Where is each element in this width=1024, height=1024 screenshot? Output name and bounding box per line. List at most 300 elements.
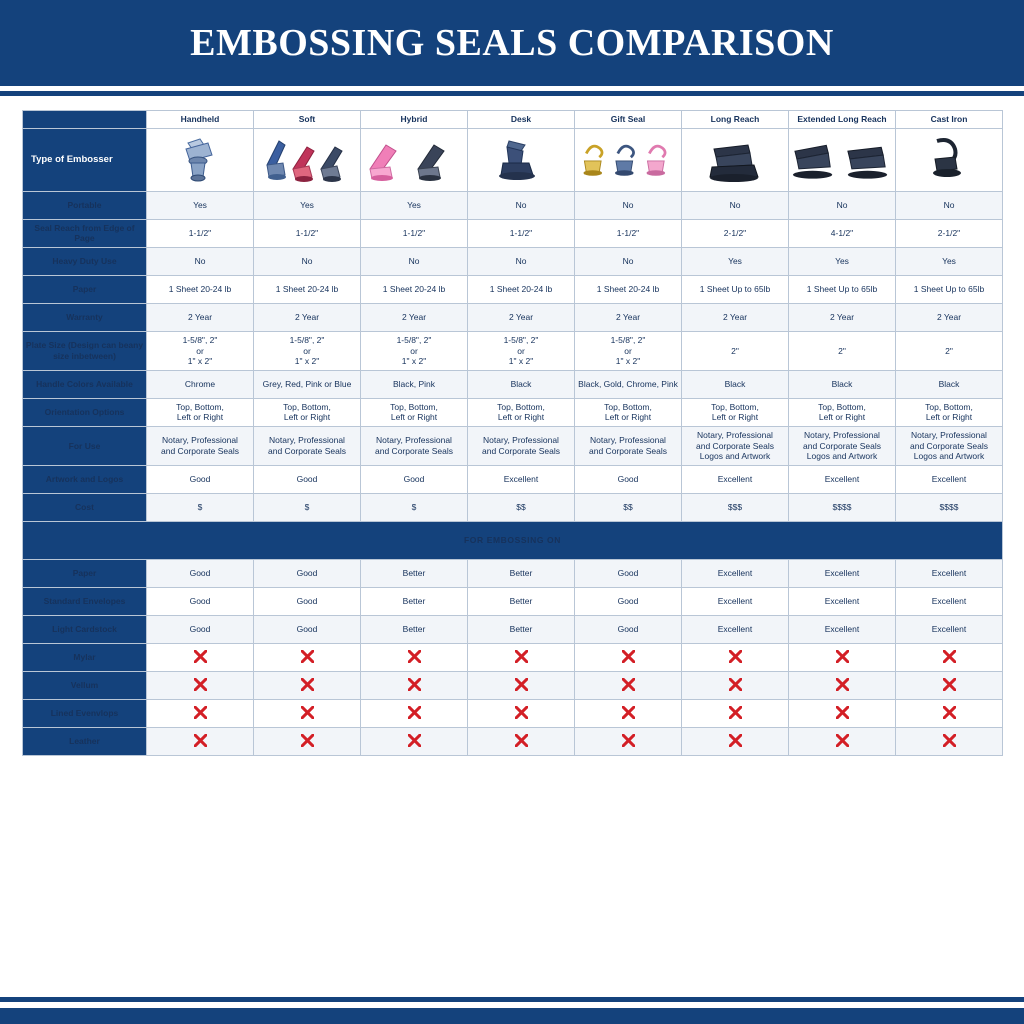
- cross-icon: [729, 650, 742, 663]
- cell-8-6: [789, 427, 896, 466]
- cell-7-6: [789, 398, 896, 426]
- table-row: [23, 370, 1003, 398]
- cell-text: Good: [617, 474, 639, 485]
- cell-0-7: [896, 191, 1003, 219]
- embossing-cell-5-0: [147, 699, 254, 727]
- cell-1-3: [468, 219, 575, 247]
- cell-text: Yes: [942, 256, 956, 267]
- cross-icon: [194, 650, 207, 663]
- cross-icon: [515, 650, 528, 663]
- cell-text: 1 Sheet 20-24 lb: [489, 284, 553, 295]
- cell-text: Excellent: [824, 568, 860, 579]
- row-label-3: Paper: [23, 275, 147, 303]
- cell-5-2: [361, 331, 468, 370]
- cell-text: $: [197, 502, 203, 513]
- embossing-cell-0-1: [254, 559, 361, 587]
- cell-4-1: [254, 303, 361, 331]
- cell-7-2: [361, 398, 468, 426]
- cell-text: $$$$: [832, 502, 852, 513]
- cell-10-3: [468, 493, 575, 521]
- cell-text: $: [304, 502, 310, 513]
- column-image-4: [575, 128, 682, 191]
- row-label-7: Orientation Options: [23, 398, 147, 426]
- cell-text: Top, Bottom, Left or Right: [604, 401, 652, 423]
- cross-icon: [622, 734, 635, 747]
- cell-text: Good: [296, 624, 318, 635]
- cell-text: 1-5/8", 2" or 1" x 2": [503, 334, 539, 367]
- cell-text: 1-5/8", 2" or 1" x 2": [182, 334, 218, 367]
- cell-1-5: [682, 219, 789, 247]
- embossing-cell-6-7: [896, 727, 1003, 755]
- footer-divider: [0, 997, 1024, 1002]
- cell-1-1: [254, 219, 361, 247]
- embossing-cell-2-2: [361, 615, 468, 643]
- cross-icon: [729, 678, 742, 691]
- embossing-cell-6-1: [254, 727, 361, 755]
- cross-icon: [943, 706, 956, 719]
- cell-text: 1-1/2": [402, 227, 426, 238]
- embossing-cell-3-5: [682, 643, 789, 671]
- table-row: [23, 427, 1003, 466]
- embossing-cell-6-4: [575, 727, 682, 755]
- cell-7-5: [682, 398, 789, 426]
- soft-embosser-icon: [256, 132, 358, 188]
- embossing-cell-4-3: [468, 671, 575, 699]
- cell-text: Black, Pink: [392, 378, 436, 389]
- cell-2-2: [361, 247, 468, 275]
- embossing-cell-2-4: [575, 615, 682, 643]
- cell-text: Yes: [835, 256, 849, 267]
- cell-text: Black: [510, 378, 532, 389]
- cell-text: 1-5/8", 2" or 1" x 2": [289, 334, 325, 367]
- embossing-row-label-4: Vellum: [23, 671, 147, 699]
- cell-text: Excellent: [717, 624, 753, 635]
- cell-8-2: [361, 427, 468, 466]
- cell-text: Good: [296, 568, 318, 579]
- embossing-cell-5-6: [789, 699, 896, 727]
- cell-9-0: [147, 465, 254, 493]
- cell-text: 2-1/2": [723, 227, 747, 238]
- cross-icon: [301, 734, 314, 747]
- cell-text: No: [515, 199, 527, 210]
- row-label-0: Portable: [23, 191, 147, 219]
- embossing-cell-1-7: [896, 587, 1003, 615]
- cell-7-7: [896, 398, 1003, 426]
- cross-icon: [408, 734, 421, 747]
- cell-text: 1 Sheet 20-24 lb: [596, 284, 660, 295]
- cell-4-6: [789, 303, 896, 331]
- cell-3-5: [682, 275, 789, 303]
- cell-4-4: [575, 303, 682, 331]
- embossing-cell-2-7: [896, 615, 1003, 643]
- cell-text: 2 Year: [294, 312, 320, 323]
- cell-text: Good: [617, 596, 639, 607]
- cell-text: 4-1/2": [830, 227, 854, 238]
- table-row: [23, 219, 1003, 247]
- cell-2-6: [789, 247, 896, 275]
- cell-3-2: [361, 275, 468, 303]
- column-header-7: Cast Iron: [896, 111, 1003, 129]
- embossing-cell-1-4: [575, 587, 682, 615]
- cell-5-1: [254, 331, 361, 370]
- column-image-5: [682, 128, 789, 191]
- cell-0-0: [147, 191, 254, 219]
- cell-6-4: [575, 370, 682, 398]
- embossing-cell-4-4: [575, 671, 682, 699]
- cell-8-0: [147, 427, 254, 466]
- cross-icon: [836, 706, 849, 719]
- cell-text: 1-1/2": [509, 227, 533, 238]
- cross-icon: [515, 734, 528, 747]
- column-header-2: Hybrid: [361, 111, 468, 129]
- embossing-cell-2-1: [254, 615, 361, 643]
- cell-10-0: [147, 493, 254, 521]
- cell-text: Good: [617, 568, 639, 579]
- cell-text: 2 Year: [187, 312, 213, 323]
- cross-icon: [622, 678, 635, 691]
- embossing-cell-3-2: [361, 643, 468, 671]
- cross-icon: [622, 706, 635, 719]
- cell-5-6: [789, 331, 896, 370]
- cell-text: Excellent: [931, 474, 967, 485]
- embossing-cell-1-0: [147, 587, 254, 615]
- cell-text: No: [301, 256, 313, 267]
- table-row: [23, 275, 1003, 303]
- cross-icon: [301, 650, 314, 663]
- cell-9-4: [575, 465, 682, 493]
- table-header-names: [23, 111, 1003, 129]
- cell-text: Better: [509, 596, 533, 607]
- cell-3-7: [896, 275, 1003, 303]
- cell-text: No: [515, 256, 527, 267]
- cell-text: 2 Year: [615, 312, 641, 323]
- cell-text: No: [622, 199, 634, 210]
- long-reach-embosser-icon: [684, 132, 786, 188]
- cell-text: 1-5/8", 2" or 1" x 2": [396, 334, 432, 367]
- embossing-cell-1-3: [468, 587, 575, 615]
- cell-text: Top, Bottom, Left or Right: [390, 401, 438, 423]
- cross-icon: [943, 650, 956, 663]
- row-label-6: Handle Colors Available: [23, 370, 147, 398]
- cell-text: 1 Sheet Up to 65lb: [806, 284, 878, 295]
- cell-2-0: [147, 247, 254, 275]
- column-header-1: Soft: [254, 111, 361, 129]
- embossing-cell-4-6: [789, 671, 896, 699]
- cell-8-3: [468, 427, 575, 466]
- cell-5-5: [682, 331, 789, 370]
- embossing-cell-3-6: [789, 643, 896, 671]
- gift-seal-embosser-icon: [577, 132, 679, 188]
- embossing-cell-3-1: [254, 643, 361, 671]
- embossing-cell-6-2: [361, 727, 468, 755]
- cell-text: 1 Sheet 20-24 lb: [275, 284, 339, 295]
- cell-text: No: [729, 199, 741, 210]
- embossing-cell-0-7: [896, 559, 1003, 587]
- cell-text: No: [622, 256, 634, 267]
- cell-10-4: [575, 493, 682, 521]
- embossing-cell-4-2: [361, 671, 468, 699]
- cell-0-5: [682, 191, 789, 219]
- column-header-3: Desk: [468, 111, 575, 129]
- embossing-cell-5-3: [468, 699, 575, 727]
- page-footer: [0, 1008, 1024, 1024]
- table-row: [23, 559, 1003, 587]
- embossing-row-label-2: Light Cardstock: [23, 615, 147, 643]
- cell-text: Black: [831, 378, 853, 389]
- embossing-cell-2-0: [147, 615, 254, 643]
- cell-6-3: [468, 370, 575, 398]
- handheld-embosser-icon: [149, 132, 251, 188]
- cell-2-1: [254, 247, 361, 275]
- embossing-cell-3-3: [468, 643, 575, 671]
- cell-9-6: [789, 465, 896, 493]
- cell-6-1: [254, 370, 361, 398]
- cell-0-4: [575, 191, 682, 219]
- cell-text: Top, Bottom, Left or Right: [711, 401, 759, 423]
- cell-text: 2": [945, 345, 953, 356]
- table-row: [23, 699, 1003, 727]
- embossing-row-label-6: Leather: [23, 727, 147, 755]
- row-label-2: Heavy Duty Use: [23, 247, 147, 275]
- cell-text: Excellent: [717, 568, 753, 579]
- cell-9-1: [254, 465, 361, 493]
- cell-2-7: [896, 247, 1003, 275]
- cell-text: 1 Sheet Up to 65lb: [699, 284, 771, 295]
- cell-0-6: [789, 191, 896, 219]
- cell-text: No: [194, 256, 206, 267]
- cell-text: $$: [516, 502, 526, 513]
- cell-7-0: [147, 398, 254, 426]
- cross-icon: [194, 734, 207, 747]
- table-row: [23, 727, 1003, 755]
- embossing-cell-6-6: [789, 727, 896, 755]
- cell-4-5: [682, 303, 789, 331]
- embossing-cell-1-2: [361, 587, 468, 615]
- embossing-cell-2-6: [789, 615, 896, 643]
- embossing-cell-4-7: [896, 671, 1003, 699]
- cell-text: 2 Year: [508, 312, 534, 323]
- cell-text: Grey, Red, Pink or Blue: [262, 378, 352, 389]
- cell-0-1: [254, 191, 361, 219]
- table-row: [23, 303, 1003, 331]
- cell-8-7: [896, 427, 1003, 466]
- cell-8-4: [575, 427, 682, 466]
- table-row: [23, 493, 1003, 521]
- embossing-cell-3-0: [147, 643, 254, 671]
- cell-text: Excellent: [717, 596, 753, 607]
- cell-3-4: [575, 275, 682, 303]
- cross-icon: [836, 734, 849, 747]
- embossing-row-label-0: Paper: [23, 559, 147, 587]
- cell-text: Good: [403, 474, 425, 485]
- comparison-table-wrap: [0, 96, 1024, 756]
- cell-text: Black: [938, 378, 960, 389]
- cell-text: $: [411, 502, 417, 513]
- cell-text: Notary, Professional and Corporate Seals: [375, 435, 453, 456]
- embossing-cell-0-6: [789, 559, 896, 587]
- column-header-6: Extended Long Reach: [789, 111, 896, 129]
- column-image-0: [147, 128, 254, 191]
- embossing-row-label-3: Mylar: [23, 643, 147, 671]
- table-row: [23, 191, 1003, 219]
- cell-text: 1 Sheet Up to 65lb: [913, 284, 985, 295]
- cell-4-3: [468, 303, 575, 331]
- page-header: [0, 0, 1024, 86]
- cell-text: Notary, Professional and Corporate Seals: [268, 435, 346, 456]
- page-title: EMBOSSING SEALS COMPARISON: [190, 22, 834, 64]
- cross-icon: [836, 650, 849, 663]
- cross-icon: [301, 706, 314, 719]
- cell-6-5: [682, 370, 789, 398]
- header-label-cell: [23, 111, 147, 129]
- embossing-cell-2-5: [682, 615, 789, 643]
- cell-text: Notary, Professional and Corporate Seals: [161, 435, 239, 456]
- embossing-row-label-5: Lined Evenvlops: [23, 699, 147, 727]
- cell-9-5: [682, 465, 789, 493]
- table-row: [23, 643, 1003, 671]
- cell-text: Black: [724, 378, 746, 389]
- cell-text: No: [836, 199, 848, 210]
- cell-7-4: [575, 398, 682, 426]
- embossing-cell-6-3: [468, 727, 575, 755]
- cell-text: Notary, Professional and Corporate Seals: [482, 435, 560, 456]
- column-header-0: Handheld: [147, 111, 254, 129]
- cell-7-1: [254, 398, 361, 426]
- cell-text: 1-1/2": [188, 227, 212, 238]
- cell-2-3: [468, 247, 575, 275]
- cell-10-5: [682, 493, 789, 521]
- cell-1-2: [361, 219, 468, 247]
- cell-3-1: [254, 275, 361, 303]
- cell-3-3: [468, 275, 575, 303]
- embossing-cell-0-4: [575, 559, 682, 587]
- cell-text: Notary, Professional and Corporate Seals Logos and Artwork: [803, 430, 881, 462]
- cross-icon: [622, 650, 635, 663]
- cell-text: 2 Year: [401, 312, 427, 323]
- embossing-cell-5-4: [575, 699, 682, 727]
- cell-text: Better: [509, 624, 533, 635]
- cell-text: 1-5/8", 2" or 1" x 2": [610, 334, 646, 367]
- embossing-cell-1-5: [682, 587, 789, 615]
- hybrid-embosser-icon: [363, 132, 465, 188]
- desk-embosser-icon: [470, 132, 572, 188]
- cross-icon: [729, 706, 742, 719]
- cell-1-4: [575, 219, 682, 247]
- table-header-images: [23, 128, 1003, 191]
- cell-10-1: [254, 493, 361, 521]
- cell-text: 2 Year: [936, 312, 962, 323]
- row-label-8: For Use: [23, 427, 147, 466]
- embossing-cell-4-1: [254, 671, 361, 699]
- cell-text: Yes: [193, 199, 207, 210]
- table-row: [23, 398, 1003, 426]
- cell-2-5: [682, 247, 789, 275]
- cross-icon: [943, 734, 956, 747]
- embossing-cell-4-5: [682, 671, 789, 699]
- embossing-cell-0-5: [682, 559, 789, 587]
- cell-4-2: [361, 303, 468, 331]
- embossing-cell-1-6: [789, 587, 896, 615]
- cell-text: 1-1/2": [616, 227, 640, 238]
- cell-text: Good: [189, 568, 211, 579]
- column-header-4: Gift Seal: [575, 111, 682, 129]
- table-row: [23, 671, 1003, 699]
- table-row: [23, 247, 1003, 275]
- cross-icon: [301, 678, 314, 691]
- cell-text: Good: [617, 624, 639, 635]
- cell-text: 1-1/2": [295, 227, 319, 238]
- table-row: [23, 615, 1003, 643]
- cell-5-3: [468, 331, 575, 370]
- embossing-cell-0-0: [147, 559, 254, 587]
- cell-2-4: [575, 247, 682, 275]
- cell-text: Top, Bottom, Left or Right: [176, 401, 224, 423]
- cell-text: Top, Bottom, Left or Right: [283, 401, 331, 423]
- cell-text: Notary, Professional and Corporate Seals Logos and Artwork: [910, 430, 988, 462]
- cell-text: 2": [838, 345, 846, 356]
- row-label-1: Seal Reach from Edge of Page: [23, 219, 147, 247]
- cell-4-0: [147, 303, 254, 331]
- cell-text: Notary, Professional and Corporate Seals: [589, 435, 667, 456]
- cell-text: Yes: [300, 199, 314, 210]
- cell-8-5: [682, 427, 789, 466]
- type-of-embosser-label: Type of Embosser: [23, 128, 147, 191]
- embossing-cell-5-2: [361, 699, 468, 727]
- cell-text: Chrome: [184, 378, 216, 389]
- cell-text: $$$: [727, 502, 743, 513]
- section-title: FOR EMBOSSING ON: [23, 521, 1003, 559]
- cell-10-6: [789, 493, 896, 521]
- cell-text: Yes: [407, 199, 421, 210]
- cell-10-7: [896, 493, 1003, 521]
- column-image-2: [361, 128, 468, 191]
- cross-icon: [194, 678, 207, 691]
- extended-long-reach-embosser-icon: [791, 132, 893, 188]
- column-image-3: [468, 128, 575, 191]
- cell-text: Good: [296, 474, 318, 485]
- cell-text: Black, Gold, Chrome, Pink: [578, 378, 678, 389]
- cell-1-6: [789, 219, 896, 247]
- cell-text: 1 Sheet 20-24 lb: [382, 284, 446, 295]
- row-label-5: Plate Size (Design can beany size inbetween): [23, 331, 147, 370]
- cross-icon: [515, 678, 528, 691]
- embossing-cell-1-1: [254, 587, 361, 615]
- embossing-cell-5-5: [682, 699, 789, 727]
- embossing-cell-5-1: [254, 699, 361, 727]
- cell-5-7: [896, 331, 1003, 370]
- row-label-10: Cost: [23, 493, 147, 521]
- cell-4-7: [896, 303, 1003, 331]
- cell-9-3: [468, 465, 575, 493]
- table-row: [23, 331, 1003, 370]
- cell-5-0: [147, 331, 254, 370]
- cell-1-0: [147, 219, 254, 247]
- cell-text: Notary, Professional and Corporate Seals Logos and Artwork: [696, 430, 774, 462]
- cell-text: Better: [402, 596, 426, 607]
- cell-text: 1 Sheet 20-24 lb: [168, 284, 232, 295]
- cell-text: Excellent: [824, 596, 860, 607]
- cell-text: Good: [189, 474, 211, 485]
- row-label-9: Artwork and Logos: [23, 465, 147, 493]
- cell-text: $$: [623, 502, 633, 513]
- embossing-cell-0-2: [361, 559, 468, 587]
- cell-text: Top, Bottom, Left or Right: [925, 401, 973, 423]
- cross-icon: [408, 650, 421, 663]
- table-row: [23, 587, 1003, 615]
- cell-9-2: [361, 465, 468, 493]
- cell-text: Better: [402, 624, 426, 635]
- cell-text: Excellent: [931, 568, 967, 579]
